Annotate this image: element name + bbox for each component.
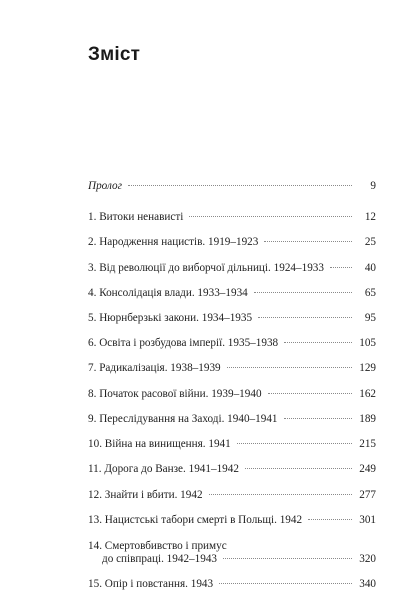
- toc-entry[interactable]: [88, 312, 376, 325]
- toc-page-number: 65: [364, 287, 376, 299]
- toc-entry[interactable]: [88, 413, 376, 426]
- toc-entry-label-line1: 14. Смертовбивство і примус: [88, 540, 227, 552]
- toc-entry[interactable]: [88, 438, 376, 451]
- toc-entry[interactable]: [88, 388, 376, 401]
- toc-entry[interactable]: [88, 211, 376, 224]
- toc-entry-label: 13. Нацистські табори смерті в Польщі. 1942: [88, 514, 303, 526]
- toc-entry-label: 11. Дорога до Ванзе. 1941–1942: [88, 463, 239, 475]
- toc-entry-label: 6. Освіта і розбудова імперії. 1935–1938: [88, 337, 279, 349]
- toc-page-number: 25: [364, 236, 376, 248]
- toc-page-number: 249: [359, 463, 376, 475]
- toc-entry[interactable]: [88, 362, 376, 375]
- dot-leader: [209, 494, 352, 495]
- toc-entry-label: 10. Війна на винищення. 1941: [88, 438, 231, 450]
- toc-page-number: 215: [359, 438, 376, 450]
- toc-page-number: 95: [364, 312, 376, 324]
- toc-entry-label: Пролог: [88, 180, 122, 192]
- page-title: Зміст: [88, 44, 141, 65]
- toc-page-number: 162: [359, 388, 376, 400]
- toc-entry[interactable]: [88, 463, 376, 476]
- toc-page-number: 12: [364, 211, 376, 223]
- dot-leader: [128, 185, 352, 186]
- dot-leader: [308, 519, 352, 520]
- toc-entry[interactable]: [88, 236, 376, 249]
- toc-entry[interactable]: [88, 337, 376, 350]
- toc-entry-label: 2. Народження нацистів. 1919–1923: [88, 236, 259, 248]
- toc-page-number: 301: [359, 514, 376, 526]
- dot-leader: [219, 583, 352, 584]
- toc-entry[interactable]: [88, 262, 376, 275]
- toc-entry-label: 5. Нюрнберзькі закони. 1934–1935: [88, 312, 253, 324]
- dot-leader: [223, 558, 352, 559]
- toc-page-number: 40: [364, 262, 376, 274]
- toc-page-number: 340: [359, 578, 376, 590]
- dot-leader: [245, 468, 352, 469]
- toc-entry-label-line2: до співпраці. 1942–1943: [102, 553, 218, 565]
- dot-leader: [254, 292, 352, 293]
- toc-entry-label: 3. Від революції до виборчої дільниці. 1924–1933: [88, 262, 324, 274]
- dot-leader: [237, 443, 352, 444]
- toc-entry-label: 8. Початок расової війни. 1939–1940: [88, 388, 262, 400]
- dot-leader: [284, 342, 352, 343]
- toc-entry-label: 9. Переслідування на Заході. 1940–1941: [88, 413, 278, 425]
- dot-leader: [227, 367, 352, 368]
- toc-entry[interactable]: [88, 578, 376, 591]
- toc-page-number: 9: [370, 180, 376, 192]
- toc-entry[interactable]: [88, 540, 376, 566]
- toc-entry[interactable]: [88, 514, 376, 527]
- toc-entry-label: 7. Радикалізація. 1938–1939: [88, 362, 221, 374]
- toc-entry-label: 12. Знайти і вбити. 1942: [88, 489, 203, 501]
- dot-leader: [330, 267, 352, 268]
- toc-page-number: 129: [359, 362, 376, 374]
- dot-leader: [268, 393, 352, 394]
- dot-leader: [284, 418, 352, 419]
- toc-entry[interactable]: [88, 287, 376, 300]
- toc-entry[interactable]: [88, 489, 376, 502]
- toc-entry-label: 4. Консолідація влади. 1933–1934: [88, 287, 248, 299]
- toc-entry-label: 15. Опір і повстання. 1943: [88, 578, 214, 590]
- toc-entry-prologue[interactable]: [88, 180, 376, 193]
- toc-page-number: 105: [359, 337, 376, 349]
- dot-leader: [189, 216, 352, 217]
- toc-page-number: 189: [359, 413, 376, 425]
- toc-page-number: 277: [359, 489, 376, 501]
- toc-page-number: 320: [359, 553, 376, 565]
- toc-entry-label: 1. Витоки ненависті: [88, 211, 184, 223]
- dot-leader: [258, 317, 352, 318]
- dot-leader: [264, 241, 352, 242]
